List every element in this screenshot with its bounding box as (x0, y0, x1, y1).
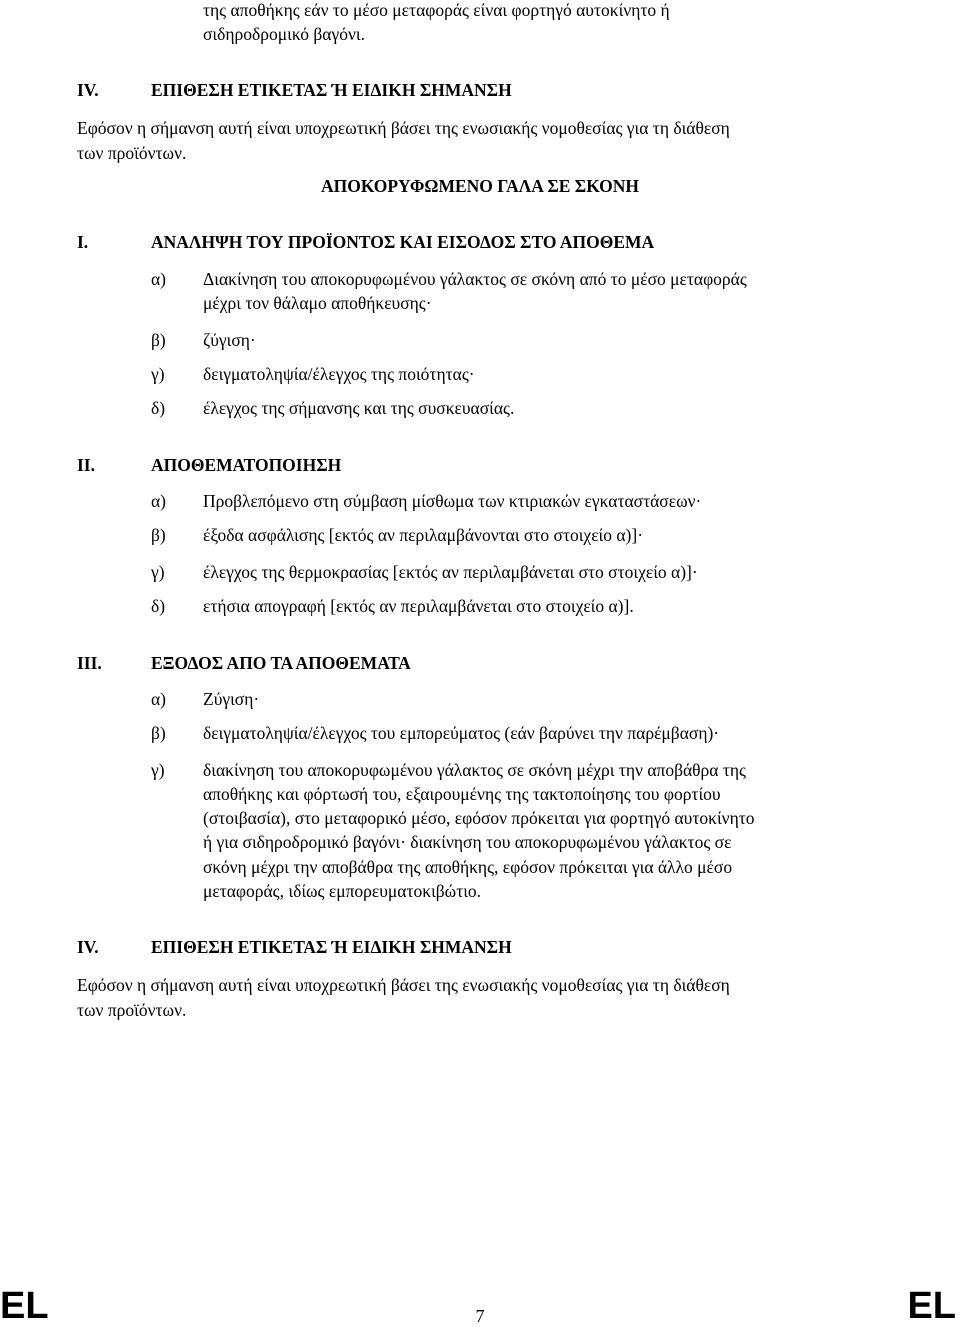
section-iii-item-c-line-5: σκόνη μέχρι την αποβάθρα της αποθήκης, εφόσον πρόκειται για άλλο μέσο (203, 857, 733, 877)
continuation-line-2: σιδηροδρομικό βαγόνι. (203, 24, 365, 44)
section-iii-item-c-line-2: αποθήκης και φόρτωσή του, εξαιρουμένης της τακτοποίησης του φορτίου (203, 784, 721, 804)
section-ii-item-a-label: α) (151, 491, 166, 511)
section-iv-b-text-line-1: Εφόσον η σήμανση αυτή είναι υποχρεωτική βάσει της ενωσιακής νομοθεσίας για τη διάθεση (77, 975, 730, 995)
section-ii-item-a-text: Προβλεπόμενο στη σύμβαση μίσθωμα των κτιριακών εγκαταστάσεων· (203, 491, 702, 511)
section-iv-a-text-line-2: των προϊόντων. (77, 143, 187, 163)
section-iv-a-number: IV. (77, 80, 99, 100)
section-iv-b-number: IV. (77, 937, 99, 957)
section-ii-item-b-label: β) (151, 525, 166, 545)
section-iv-b-text-line-2: των προϊόντων. (77, 1000, 187, 1020)
section-ii-item-d-label: δ) (151, 596, 166, 616)
section-i-item-b-text: ζύγιση· (203, 330, 256, 350)
footer-language-code-left: EL (0, 1285, 49, 1327)
section-iii-item-a-text: Ζύγιση· (203, 689, 260, 709)
section-ii-item-c-text: έλεγχος της θερμοκρασίας [εκτός αν περιλαμβάνεται στο στοιχείο α)]· (203, 562, 698, 582)
section-i-item-d-text: έλεγχος της σήμανσης και της συσκευασίας. (203, 398, 515, 418)
section-iv-a-text-line-1: Εφόσον η σήμανση αυτή είναι υποχρεωτική βάσει της ενωσιακής νομοθεσίας για τη διάθεση (77, 118, 730, 138)
section-i-item-a-line-2: μέχρι τον θάλαμο αποθήκευσης· (203, 293, 432, 313)
section-ii-number: II. (77, 455, 95, 475)
section-i-item-b-label: β) (151, 330, 166, 350)
section-i-item-a-label: α) (151, 269, 166, 289)
section-iv-b-title: ΕΠΙΘΕΣΗ ΕΤΙΚΕΤΑΣ Ή ΕΙΔΙΚΗ ΣΗΜΑΝΣΗ (151, 937, 512, 957)
section-i-title: ΑΝΑΛΗΨΗ ΤΟΥ ΠΡΟΪΟΝΤΟΣ ΚΑΙ ΕΙΣΟΔΟΣ ΣΤΟ ΑΠΟΘΕΜΑ (151, 232, 655, 252)
footer-language-code-right: EL (907, 1285, 956, 1327)
section-iii-title: ΕΞΟΔΟΣ ΑΠΟ ΤΑ ΑΠΟΘΕΜΑΤΑ (151, 653, 411, 673)
section-ii-title: ΑΠΟΘΕΜΑΤΟΠΟΙΗΣΗ (151, 455, 342, 475)
section-iii-item-b-text: δειγματοληψία/έλεγχος του εμπορεύματος (εάν βαρύνει την παρέμβαση)· (203, 723, 720, 743)
section-iii-item-c-line-6: μεταφοράς, ιδίως εμπορευματοκιβώτιο. (203, 881, 482, 901)
section-ii-item-c-label: γ) (151, 562, 165, 582)
section-iii-item-a-label: α) (151, 689, 166, 709)
section-iii-number: III. (77, 653, 102, 673)
page-number: 7 (475, 1306, 485, 1326)
continuation-line-1: της αποθήκης εάν το μέσο μεταφοράς είναι φορτηγό αυτοκίνητο ή (203, 0, 670, 20)
section-i-item-c-label: γ) (151, 364, 165, 384)
product-title: ΑΠΟΚΟΡΥΦΩΜΕΝΟ ΓΑΛΑ ΣΕ ΣΚΟΝΗ (321, 176, 639, 196)
section-iii-item-b-label: β) (151, 723, 166, 743)
section-i-item-c-text: δειγματοληψία/έλεγχος της ποιότητας· (203, 364, 475, 384)
section-i-item-a-line-1: Διακίνηση του αποκορυφωμένου γάλακτος σε σκόνη από το μέσο μεταφοράς (203, 269, 747, 289)
section-iii-item-c-line-4: ή για σιδηροδρομικό βαγόνι· διακίνηση του αποκορυφωμένου γάλακτος σε (203, 832, 732, 852)
section-i-number: I. (77, 232, 89, 252)
section-iv-a-title: ΕΠΙΘΕΣΗ ΕΤΙΚΕΤΑΣ Ή ΕΙΔΙΚΗ ΣΗΜΑΝΣΗ (151, 80, 512, 100)
section-iii-item-c-line-1: διακίνηση του αποκορυφωμένου γάλακτος σε σκόνη μέχρι την αποβάθρα της (203, 760, 746, 780)
section-ii-item-b-text: έξοδα ασφάλισης [εκτός αν περιλαμβάνονται στο στοιχείο α)]· (203, 525, 644, 545)
section-iii-item-c-label: γ) (151, 760, 165, 780)
section-i-item-d-label: δ) (151, 398, 166, 418)
section-ii-item-d-text: ετήσια απογραφή [εκτός αν περιλαμβάνεται στο στοιχείο α)]. (203, 596, 634, 616)
section-iii-item-c-line-3: (στοιβασία), στο μεταφορικό μέσο, εφόσον πρόκειται για φορτηγό αυτοκίνητο (203, 808, 755, 828)
